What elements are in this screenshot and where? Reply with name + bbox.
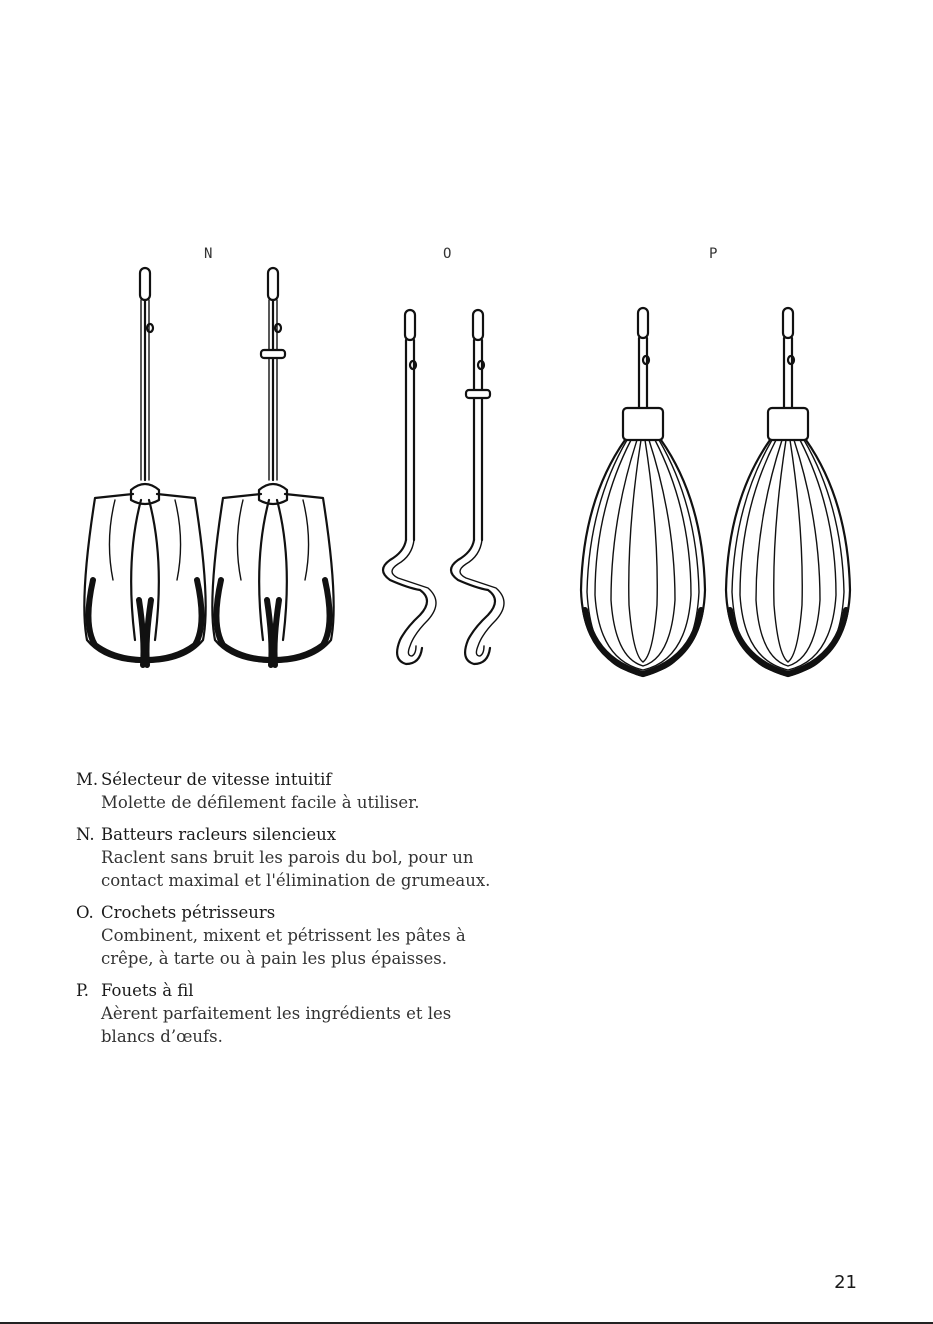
dough-hook-left [383,310,436,664]
beater-left [84,268,205,665]
item-description: Aèrent parfaitement les ingrédients et les blancs d’œufs. [101,1004,452,1046]
list-item [76,768,496,814]
item-description: Raclent sans bruit les parois du bol, pour un contact maximal et l'élimination de grumeaux. [101,848,491,890]
list-item [76,901,496,970]
accessory-list [76,768,496,1057]
item-letter: P. [76,981,90,1000]
beater-right [212,268,333,665]
dough-hook-right [451,310,504,664]
item-title: Fouets à fil [101,981,194,1000]
item-letter: N. [76,825,95,844]
whisk-right [726,308,850,676]
item-description: Molette de défilement facile à utiliser. [101,793,420,812]
item-title: Batteurs racleurs silencieux [101,825,337,844]
list-item [76,823,496,892]
item-letter: O. [76,903,94,922]
figure-label-o: O [443,246,452,262]
whisk-left [581,308,705,676]
item-title: Crochets pétrisseurs [101,903,276,922]
item-title: Sélecteur de vitesse intuitif [101,770,332,789]
item-description: Combinent, mixent et pétrissent les pâtes à crêpe, à tarte ou à pain les plus épaisses. [101,926,466,968]
item-letter: M. [76,770,99,789]
page-number: 21 [834,1272,857,1293]
figure-label-p: P [709,246,718,262]
list-item [76,979,496,1048]
figure-label-n: N [204,246,213,262]
